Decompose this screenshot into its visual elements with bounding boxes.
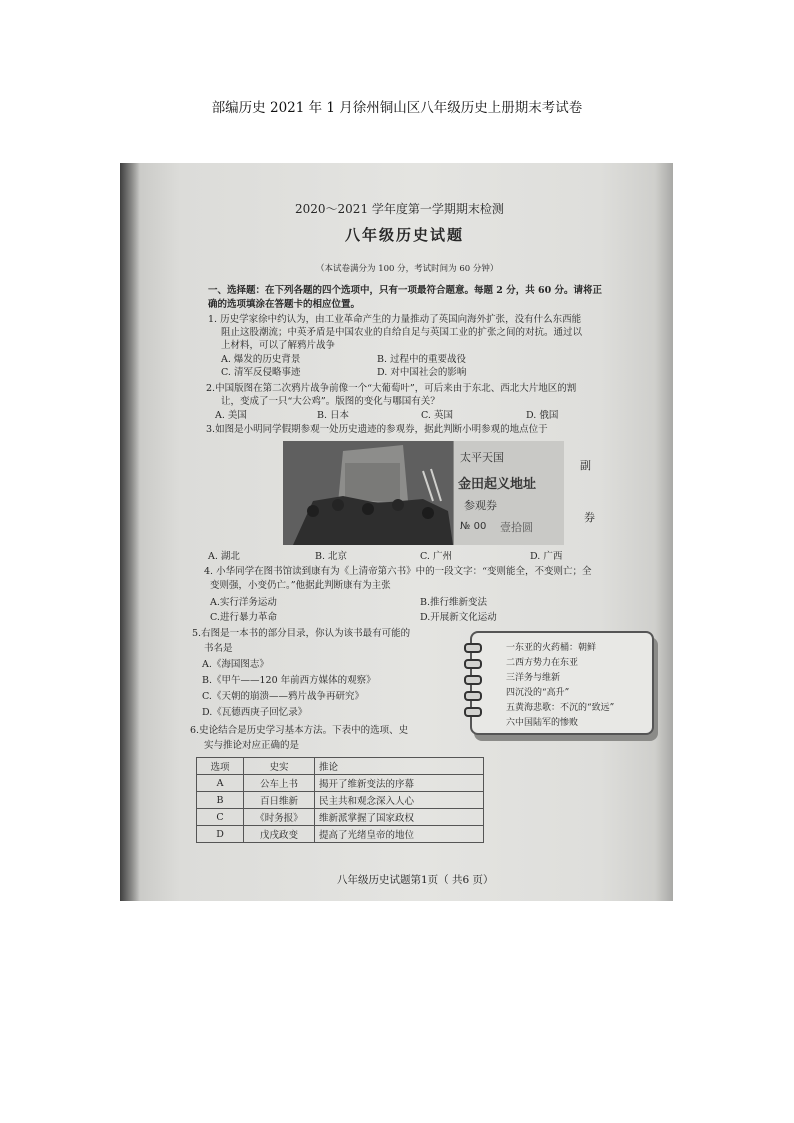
section1-line2: 确的选项填涂在答题卡的相应位置。 [208,299,361,310]
table-cell: 戊戌政变 [244,826,315,843]
toc-item: 三洋务与维新 [506,673,561,683]
q2-option-a: A. 美国 [215,410,247,421]
q5-option-a: A.《海国图志》 [202,659,269,670]
q5-option-d: D.《瓦德西庚子回忆录》 [202,707,308,718]
ticket-number: № 00 [460,521,487,532]
book-contents-notebook [470,631,654,735]
toc-item: 一东亚的火药桶：朝鲜 [506,643,597,653]
spiral-ring [464,691,482,701]
toc-item: 四沉没的“高升” [506,688,570,698]
q3-option-a: A. 湖北 [208,551,240,562]
q4-option-a: A.实行洋务运动 [210,597,277,608]
q2-line2: 让，变成了一只“大公鸡”。版图的变化与哪国有关？ [221,396,440,407]
table-row [197,826,484,843]
exam-title: 八年级历史试题 [345,226,465,244]
q3-option-c: C. 广州 [420,551,452,562]
q5-line2: 书名是 [204,643,233,654]
ticket-side-label: 副 [580,459,591,472]
table-cell: 民主共和观念深入人心 [315,792,484,809]
q3-line1: 3.如图是小明同学假期参观一处历史遗迹的参观券，据此判断小明参观的地点位于 [206,424,548,435]
q1-line2: 阻止这股潮流；中英矛盾是中国农业的自给自足与英国工业的扩张之间的对抗。通过以 [221,327,583,338]
exam-note: （本试卷满分为 100 分，考试时间为 60 分钟） [316,264,499,274]
spiral-ring [464,643,482,653]
q6-line2: 实与推论对应正确的是 [204,740,300,751]
spiral-ring [464,675,482,685]
q4-option-b: B.推行维新变法 [420,597,488,608]
q6-line1: 6.史论结合是历史学习基本方法。下表中的选项、史 [190,725,409,736]
ticket-top-text: 太平天国 [460,451,504,464]
table-header-row [197,758,484,775]
table-cell: 提高了光绪皇帝的地位 [315,826,484,843]
table-cell: 揭开了维新变法的序幕 [315,775,484,792]
spiral-ring [464,659,482,669]
q1-option-a: A. 爆发的历史背景 [221,354,301,365]
q1-option-d: D. 对中国社会的影响 [377,367,467,378]
ticket-side-label-2: 券 [584,511,595,524]
q1-line3: 上材料，可以了解鸦片战争 [221,340,336,351]
q2-line1: 2.中国版图在第二次鸦片战争前像一个“大葡萄叶”，可后来由于东北、西北大片地区的割 [206,383,577,394]
table-cell: 《时务报》 [244,809,315,826]
table-cell: A [197,775,244,792]
q5-line1: 5.右图是一本书的部分目录，你认为该书最有可能的 [192,628,411,639]
table-header-cell: 史实 [244,758,315,775]
q2-option-b: B. 日本 [317,410,350,421]
table-cell: 公车上书 [244,775,315,792]
q1-option-c: C. 清军反侵略事迹 [221,367,301,378]
q2-option-c: C. 英国 [421,410,453,421]
table-row [197,809,484,826]
q4-option-c: C.进行暴力革命 [210,612,277,623]
q5-option-b: B.《甲午——120 年前西方媒体的观察》 [202,675,376,686]
q4-line2: 变则强，小变仍亡。”他据此判断康有为主张 [210,580,391,591]
crowd-illustration [283,441,453,545]
table-cell: C [197,809,244,826]
q1-line1: 1. 历史学家徐中约认为，由工业革命产生的力量推动了英国向海外扩张，没有什么东西能 [208,314,582,325]
page-fold-shadow [120,163,140,901]
ticket-photo [283,441,453,545]
table-cell: 百日维新 [244,792,315,809]
spiral-ring [464,707,482,717]
exam-term: 2020～2021 学年度第一学期期末检测 [295,202,504,216]
ticket-sub-text: 参观券 [464,499,497,512]
ticket-stub [453,441,564,545]
q1-option-b: B. 过程中的重要战役 [377,354,467,365]
toc-item: 二西方势力在东亚 [506,658,579,668]
ticket-main-text: 金田起义地址 [458,477,537,492]
page-footer: 八年级历史试题第1页（ 共6 页） [337,874,494,886]
table-header-cell: 推论 [315,758,484,775]
q4-line1: 4. 小华同学在图书馆读到康有为《上清帝第六书》中的一段文字：“变则能全，不变则亡；全 [204,566,592,577]
table-row [197,775,484,792]
q3-option-d: D. 广西 [530,551,563,562]
q6-table [196,757,484,843]
section1-line1: 一、选择题：在下列各题的四个选项中，只有一项最符合题意。每题 2 分，共 60 分。请将正 [208,285,603,296]
table-cell: 维新派掌握了国家政权 [315,809,484,826]
ticket-price-stamp: 壹拾圆 [500,521,533,534]
toc-item: 六中国陆军的惨败 [506,718,579,728]
q3-option-b: B. 北京 [315,551,348,562]
q5-option-c: C.《天朝的崩溃——鸦片战争再研究》 [202,691,364,702]
table-header-cell: 选项 [197,758,244,775]
toc-item: 五黄海悲歌：不沉的“致远” [506,703,615,713]
table-row [197,792,484,809]
table-cell: B [197,792,244,809]
q4-option-d: D.开展新文化运动 [420,612,497,623]
document-title: 部编历史 2021 年 1 月徐州铜山区八年级历史上册期末考试卷 [211,100,583,116]
table-cell: D [197,826,244,843]
q2-option-d: D. 俄国 [526,410,559,421]
